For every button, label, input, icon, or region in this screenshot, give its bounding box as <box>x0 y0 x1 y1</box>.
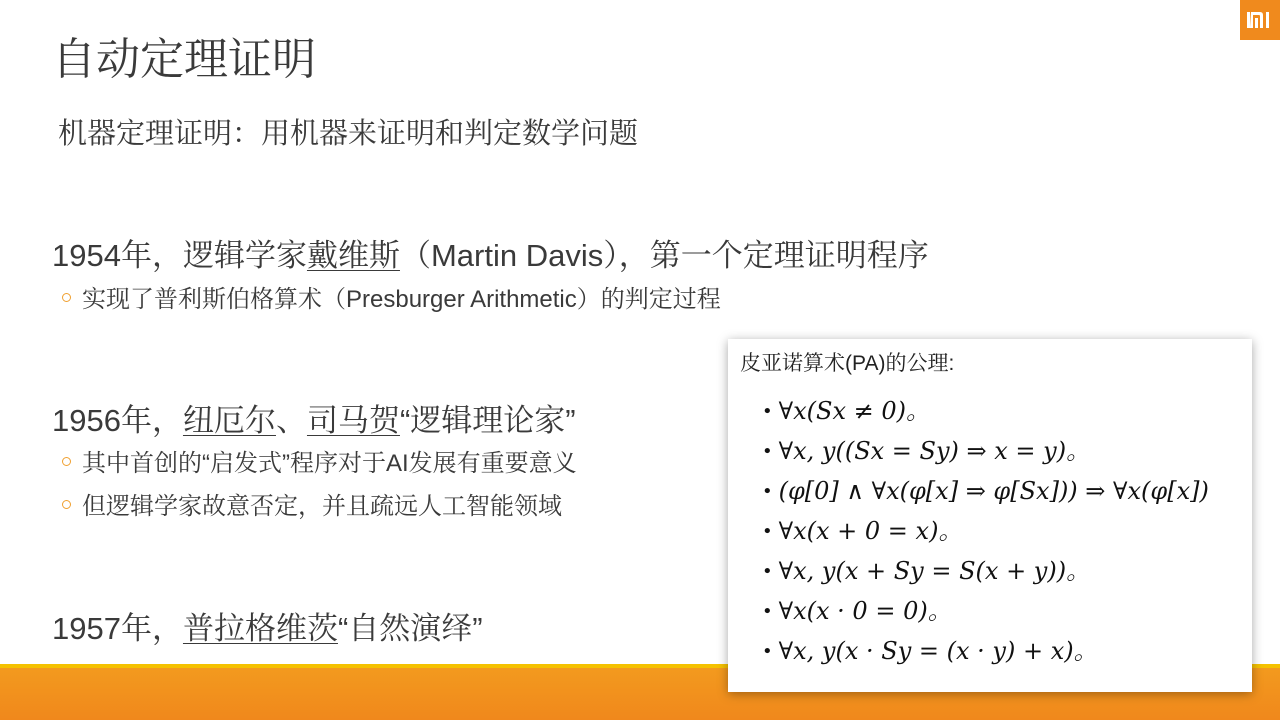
axiom-row: • (φ[0] ∧ ∀x(φ[x] ⇒ φ[Sx])) ⇒ ∀x(φ[x]) <box>762 477 1209 505</box>
axiom-text: ∀x(Sx ≠ 0)。 <box>778 397 930 425</box>
heading-1956-pre: 1956年， <box>52 403 183 438</box>
heading-1957-post: “自然演绎” <box>337 611 483 646</box>
axiom-row: • ∀x, y(x · Sy = (x · y) + x)。 <box>762 637 1098 665</box>
slide-title: 自动定理证明 <box>52 35 316 84</box>
axiom-row: • ∀x, y(x + Sy = S(x + y))。 <box>762 557 1091 585</box>
davis-name: 戴维斯 <box>306 238 400 273</box>
axiom-row: • ∀x(Sx ≠ 0)。 <box>762 397 930 425</box>
axiom-text: ∀x, y((Sx = Sy) ⇒ x = y)。 <box>778 437 1091 465</box>
peano-axioms-card <box>728 339 1252 692</box>
axiom-text: ∀x, y(x · Sy = (x · y) + x)。 <box>778 637 1098 665</box>
heading-1954-post: （Martin Davis），第一个定理证明程序 <box>399 238 929 273</box>
bullet-1956-logicians <box>62 490 562 524</box>
bullet-text: 但逻辑学家故意否定，并且疏远人工智能领域 <box>82 493 562 520</box>
mi-logo <box>1240 0 1280 40</box>
bullet-circle-icon <box>62 293 71 302</box>
heading-1954 <box>52 234 929 278</box>
heading-1956-post: “逻辑理论家” <box>399 403 576 438</box>
axiom-row: • ∀x(x + 0 = x)。 <box>762 517 963 545</box>
bullet-circle-icon <box>62 500 71 509</box>
axiom-text: ∀x(x · 0 = 0)。 <box>778 597 952 625</box>
axiom-text: ∀x(x + 0 = x)。 <box>778 517 963 545</box>
peano-card-title: 皮亚诺算术(PA)的公理: <box>740 352 955 375</box>
heading-1957 <box>52 607 483 651</box>
bullet-text: 其中首创的“启发式”程序对于AI发展有重要意义 <box>82 450 577 477</box>
axiom-text: ∀x, y(x + Sy = S(x + y))。 <box>778 557 1091 585</box>
mi-logo-icon <box>1246 10 1274 30</box>
slide-subtitle: 机器定理证明：用机器来证明和判定数学问题 <box>58 118 639 150</box>
bullet-circle-icon <box>62 457 71 466</box>
bullet-1954-presburger <box>62 283 721 317</box>
simon-name: 司马贺 <box>306 403 400 438</box>
axiom-text: (φ[0] ∧ ∀x(φ[x] ⇒ φ[Sx])) ⇒ ∀x(φ[x]) <box>778 477 1209 505</box>
axiom-row: • ∀x(x · 0 = 0)。 <box>762 597 952 625</box>
heading-1956 <box>52 399 576 443</box>
bullet-1956-heuristic <box>62 447 577 481</box>
bullet-text: 实现了普利斯伯格算术（Presburger Arithmetic）的判定过程 <box>82 286 721 313</box>
heading-1957-pre: 1957年， <box>52 611 183 646</box>
prawitz-name: 普拉格维茨 <box>182 611 338 646</box>
heading-1954-pre: 1954年，逻辑学家 <box>52 238 307 273</box>
heading-1956-sep: 、 <box>275 403 307 438</box>
newell-name: 纽厄尔 <box>182 403 276 438</box>
axiom-row: • ∀x, y((Sx = Sy) ⇒ x = y)。 <box>762 437 1091 465</box>
